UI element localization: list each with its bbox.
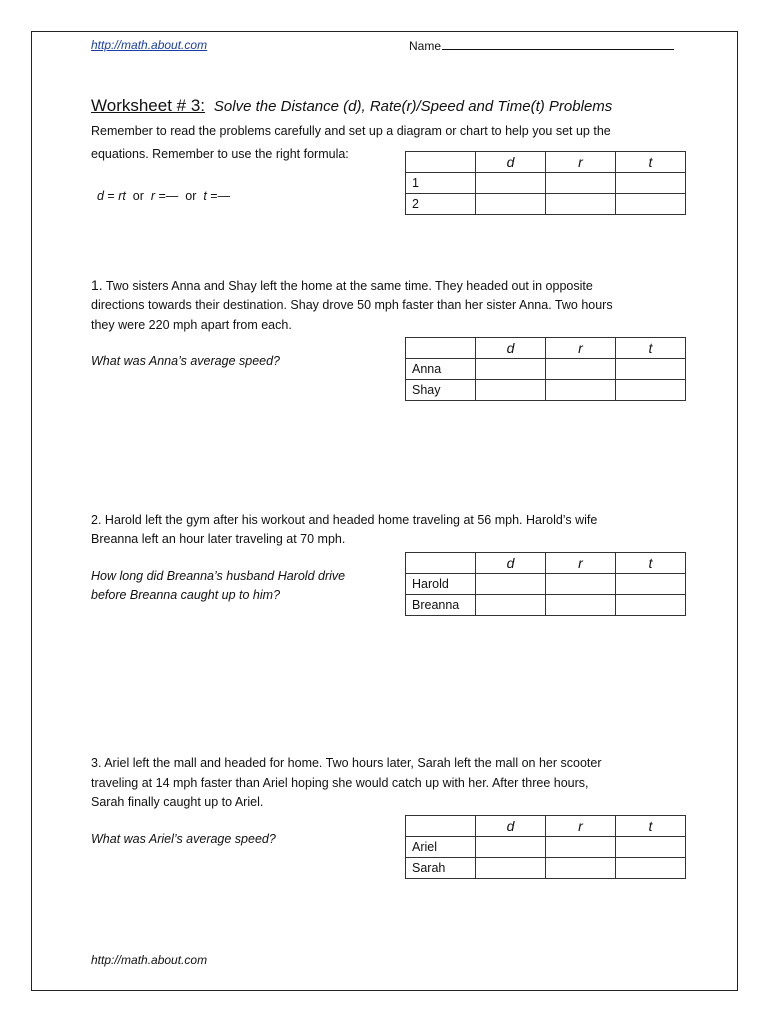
header-r: r (546, 816, 616, 837)
name-blank (442, 38, 674, 50)
footer-link[interactable]: http://math.about.com (91, 953, 208, 967)
formula-or: or (125, 189, 151, 203)
row-label: Breanna (406, 595, 476, 616)
name-field (409, 38, 674, 53)
table-corner-cell (406, 338, 476, 359)
row-label: Anna (406, 359, 476, 380)
header-link[interactable]: http://math.about.com (91, 38, 208, 52)
cell-r[interactable] (546, 574, 616, 595)
cell-r[interactable] (546, 194, 616, 215)
table-row (406, 837, 686, 858)
cell-d[interactable] (476, 858, 546, 879)
header-r: r (546, 553, 616, 574)
header-d: d (476, 152, 546, 173)
formula-rt: rt (118, 189, 126, 203)
row-label: 2 (406, 194, 476, 215)
cell-t[interactable] (616, 194, 686, 215)
intro-line-2: equations. Remember to use the right formula: (91, 147, 349, 161)
header-t: t (616, 553, 686, 574)
table-header-row (406, 152, 686, 173)
cell-r[interactable] (546, 595, 616, 616)
cell-t[interactable] (616, 837, 686, 858)
bottom-border (31, 990, 738, 991)
table-row (406, 858, 686, 879)
cell-d[interactable] (476, 595, 546, 616)
header-r: r (546, 338, 616, 359)
problem-2-table (405, 552, 686, 616)
table-corner-cell (406, 816, 476, 837)
cell-d[interactable] (476, 380, 546, 401)
row-label: Shay (406, 380, 476, 401)
worksheet-title (91, 96, 612, 116)
cell-d[interactable] (476, 173, 546, 194)
header-t: t (616, 816, 686, 837)
table-header-row (406, 338, 686, 359)
table-row (406, 359, 686, 380)
name-label: Name (409, 39, 442, 53)
cell-t[interactable] (616, 173, 686, 194)
table-row (406, 380, 686, 401)
problem-3-line-1 (91, 753, 602, 773)
title-main: Worksheet # 3: (91, 96, 206, 115)
problem-2-line-1 (91, 510, 597, 530)
header-t: t (616, 338, 686, 359)
cell-t[interactable] (616, 595, 686, 616)
formula-eq: =— (206, 189, 231, 203)
formula-r: r (150, 189, 156, 203)
formula-eq: = (103, 189, 119, 203)
cell-d[interactable] (476, 837, 546, 858)
cell-r[interactable] (546, 359, 616, 380)
problem-3-question: What was Ariel’s average speed? (91, 832, 276, 846)
row-label: Harold (406, 574, 476, 595)
cell-d[interactable] (476, 574, 546, 595)
cell-d[interactable] (476, 359, 546, 380)
problem-1-text: Two sisters Anna and Shay left the home at the same time. They headed out in opposite (102, 279, 593, 293)
problem-1-question: What was Anna’s average speed? (91, 354, 281, 368)
header-d: d (476, 816, 546, 837)
table-row (406, 194, 686, 215)
title-subtitle: Solve the Distance (d), Rate(r)/Speed and Time(t) Problems (213, 98, 613, 115)
cell-r[interactable] (546, 837, 616, 858)
table-header-row (406, 553, 686, 574)
problem-2-question-2: before Breanna caught up to him? (91, 588, 281, 602)
problem-3-line-3: Sarah finally caught up to Ariel. (91, 795, 264, 809)
problem-1-line-3: they were 220 mph apart from each. (91, 318, 292, 332)
formula-d: d (97, 189, 104, 203)
formula-t: t (203, 189, 207, 203)
problem-1-line-2: directions towards their destination. Shay drove 50 mph faster than her sister Anna. Two hours (91, 298, 613, 312)
table-row (406, 574, 686, 595)
problem-1-number: 1. (91, 277, 103, 293)
cell-t[interactable] (616, 574, 686, 595)
table-corner-cell (406, 152, 476, 173)
cell-t[interactable] (616, 380, 686, 401)
header-t: t (616, 152, 686, 173)
problem-3-line-2: traveling at 14 mph faster than Ariel hoping she would catch up with her. After three hours, (91, 776, 589, 790)
cell-t[interactable] (616, 359, 686, 380)
problem-2-number: 2. (91, 513, 102, 527)
header-d: d (476, 338, 546, 359)
cell-r[interactable] (546, 380, 616, 401)
table-corner-cell (406, 553, 476, 574)
intro-line-1: Remember to read the problems carefully and set up a diagram or chart to help you set up the (91, 124, 611, 138)
cell-r[interactable] (546, 173, 616, 194)
example-table (405, 151, 686, 215)
formula-or: or (178, 189, 204, 203)
formula (97, 189, 230, 203)
cell-d[interactable] (476, 194, 546, 215)
cell-t[interactable] (616, 858, 686, 879)
row-label: 1 (406, 173, 476, 194)
problem-2-question-1: How long did Breanna’s husband Harold drive (91, 569, 346, 583)
problem-2-line-2: Breanna left an hour later traveling at 70 mph. (91, 532, 346, 546)
problem-3-table (405, 815, 686, 879)
header-r: r (546, 152, 616, 173)
problem-3-text: Ariel left the mall and headed for home. Two hours later, Sarah left the mall on her scooter (101, 756, 602, 770)
table-row (406, 595, 686, 616)
problem-1-table (405, 337, 686, 401)
formula-eq: =— (155, 189, 179, 203)
problem-2-text: Harold left the gym after his workout and headed home traveling at 56 mph. Harold’s wife (101, 513, 598, 527)
cell-r[interactable] (546, 858, 616, 879)
problem-3-number: 3. (91, 756, 102, 770)
table-header-row (406, 816, 686, 837)
problem-1-line-1 (91, 275, 593, 296)
row-label: Sarah (406, 858, 476, 879)
header-d: d (476, 553, 546, 574)
table-row (406, 173, 686, 194)
row-label: Ariel (406, 837, 476, 858)
